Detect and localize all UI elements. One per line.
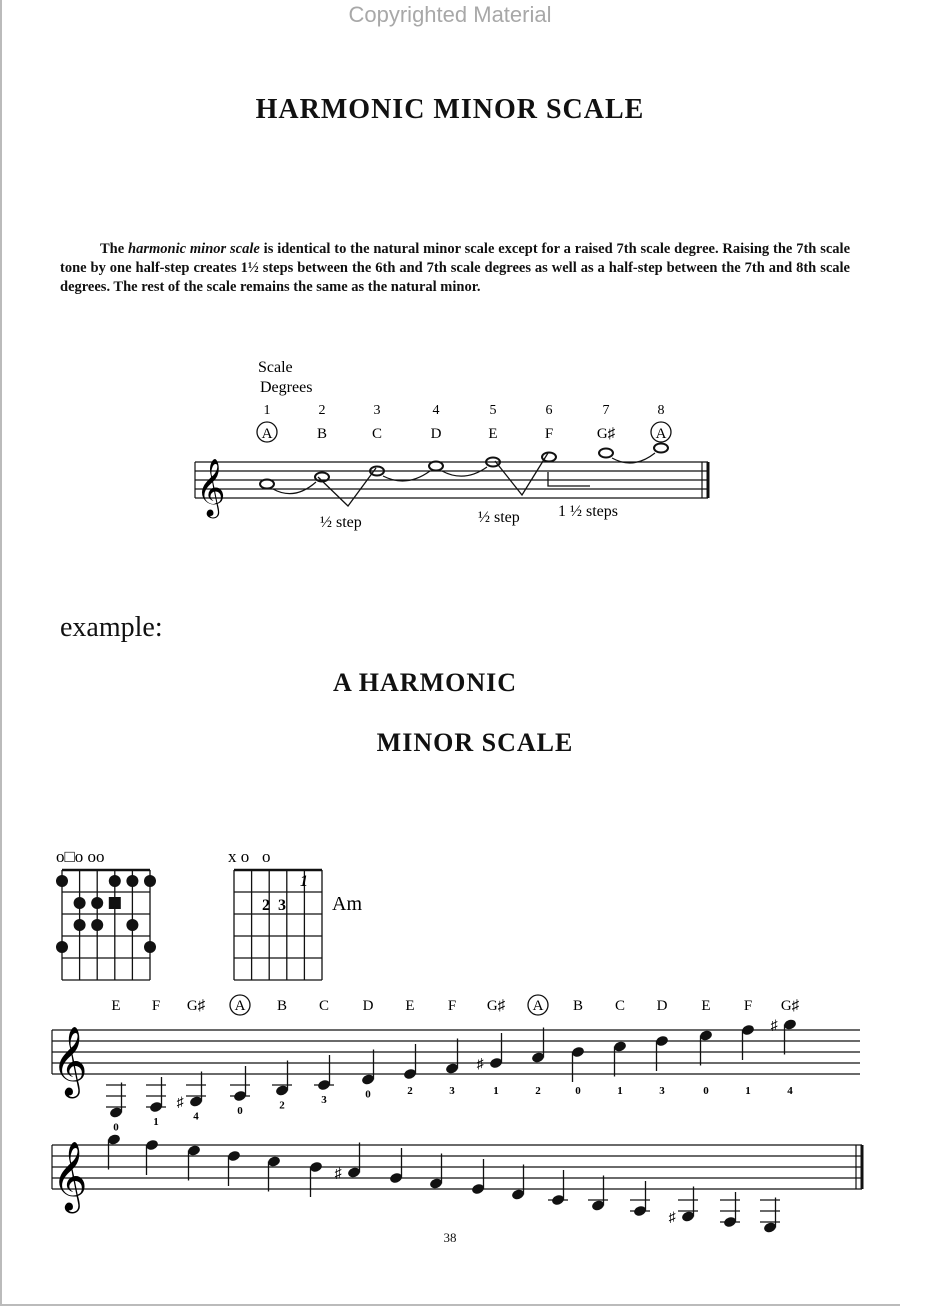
chord-open-markers: x o o <box>228 847 271 866</box>
fingering: 0 <box>113 1121 119 1134</box>
fret-dot <box>56 941 68 953</box>
degree-note-row <box>257 422 671 442</box>
whole-note <box>429 462 443 471</box>
degree-number: 5 <box>489 403 497 418</box>
degree-note: A <box>655 426 667 442</box>
half-step-label-2: ½ step <box>478 509 520 526</box>
note-name: B <box>572 998 584 1014</box>
whole-note <box>599 449 613 458</box>
fingering: 0 <box>575 1085 581 1097</box>
degree-note: A <box>261 426 273 442</box>
note-name: E <box>111 998 121 1014</box>
note-name: D <box>362 998 374 1014</box>
scale-degrees-diagram <box>0 350 900 550</box>
degree-note: C <box>371 426 383 442</box>
chord-finger-2: 2 <box>262 897 270 914</box>
scale-pattern-diagram <box>56 847 156 980</box>
degree-note: F <box>544 426 554 442</box>
fingering: 4 <box>193 1110 199 1123</box>
example-label: example: <box>60 612 163 643</box>
note-name: C <box>614 998 626 1014</box>
fret-dot <box>109 875 121 887</box>
sharp-icon: ♯ <box>476 1057 484 1072</box>
fretboard-diagrams <box>0 840 900 990</box>
fingering: 3 <box>659 1085 665 1097</box>
step-and-half-label: 1 ½ steps <box>558 503 618 520</box>
note-name: G♯ <box>780 998 800 1014</box>
fingering: 1 <box>745 1085 751 1097</box>
staff2-lines <box>52 1145 862 1189</box>
page-number: 38 <box>443 1230 457 1245</box>
fingering: 0 <box>365 1088 371 1101</box>
degree-number: 1 <box>263 403 271 418</box>
note-name: A <box>532 998 544 1014</box>
fret-dot <box>91 897 103 909</box>
scale-heading-line2: Degrees <box>260 379 313 396</box>
note-name: F <box>151 998 161 1014</box>
degree-number-row <box>264 403 665 418</box>
note-name: F <box>743 998 753 1014</box>
degree-number: 8 <box>657 403 665 418</box>
sharp-icon: ♯ <box>334 1166 342 1182</box>
degree-number: 6 <box>545 403 553 418</box>
half-step-label-1: ½ step <box>320 514 362 531</box>
fingering: 2 <box>407 1085 413 1097</box>
note-name: G♯ <box>186 998 206 1014</box>
fret-dot <box>74 897 86 909</box>
staff-descending <box>0 1125 900 1225</box>
note-name: C <box>318 998 330 1014</box>
sharp-icon: ♯ <box>770 1018 778 1034</box>
fret-dot <box>144 875 156 887</box>
note-name: E <box>405 998 415 1014</box>
whole-note <box>654 444 668 453</box>
sharp-icon: ♯ <box>176 1095 184 1111</box>
treble-clef-icon: 𝄞 <box>52 1143 88 1209</box>
scale-heading-line1: Scale <box>258 359 293 376</box>
intro-term: harmonic minor scale <box>128 241 260 257</box>
note-name: G♯ <box>486 998 506 1014</box>
example-title-line1: A HARMONIC <box>332 668 518 697</box>
staff-ascending <box>0 990 900 1134</box>
treble-clef-icon: 𝄞 <box>196 459 226 515</box>
fingering: 3 <box>449 1085 455 1097</box>
note-name: F <box>447 998 457 1014</box>
intro-paragraph <box>60 240 850 297</box>
slur <box>273 482 316 494</box>
note-name: D <box>656 998 668 1014</box>
scale-pattern-open-markers: o□o oo <box>56 847 105 866</box>
note-name: B <box>276 998 288 1014</box>
scale-whole-notes <box>260 444 668 494</box>
fingering: 2 <box>535 1085 541 1097</box>
root-square-icon <box>109 897 121 909</box>
degree-note: D <box>430 426 442 442</box>
fret-dot <box>91 919 103 931</box>
treble-clef-icon: 𝄞 <box>52 1028 88 1094</box>
staff2-notes <box>107 1133 780 1234</box>
fingering: 4 <box>787 1085 793 1097</box>
chord-finger-1: 1 <box>300 873 308 890</box>
fret-dot <box>126 875 138 887</box>
fingering: 3 <box>321 1094 327 1106</box>
intro-after: is identical to the natural minor scale except for a raised 7th scale degree. Raising the 7th scale tone by one half-step creates 1½ steps between the 6th and 7th scale degrees as well as a half-step between the 7th and 8th scale degrees. The rest of the scale remains the same as the natural minor. <box>60 241 851 295</box>
fret-dot <box>126 919 138 931</box>
degree-number: 3 <box>373 403 381 418</box>
fingering: 0 <box>237 1105 243 1117</box>
chord-finger-3: 3 <box>278 897 286 914</box>
fingering: 1 <box>493 1085 499 1097</box>
intro-before: The <box>100 241 129 257</box>
watermark: Copyrighted Material <box>348 2 552 27</box>
degree-number: 7 <box>602 403 610 418</box>
degree-note: E <box>488 426 498 442</box>
degree-number: 4 <box>432 403 440 418</box>
am-chord-diagram <box>228 847 362 980</box>
whole-note <box>260 480 274 489</box>
fingering: 2 <box>279 1099 285 1112</box>
chord-name: Am <box>332 893 362 915</box>
degree-number: 2 <box>318 403 326 418</box>
fingering: 1 <box>153 1116 159 1128</box>
fret-dot <box>74 919 86 931</box>
fingering: 0 <box>703 1085 709 1097</box>
staff1-note-names <box>111 995 799 1015</box>
page-title: HARMONIC MINOR SCALE <box>255 94 645 125</box>
example-title-line2: MINOR SCALE <box>376 728 574 757</box>
fret-dot <box>56 875 68 887</box>
fret-dot <box>144 941 156 953</box>
fingering: 1 <box>617 1085 623 1097</box>
degree-note: G♯ <box>596 426 616 442</box>
sharp-icon: ♯ <box>668 1210 676 1226</box>
staff1-notes <box>106 1018 797 1119</box>
note-name: E <box>701 998 711 1014</box>
degree-note: B <box>316 426 328 442</box>
note-name: A <box>234 998 246 1014</box>
